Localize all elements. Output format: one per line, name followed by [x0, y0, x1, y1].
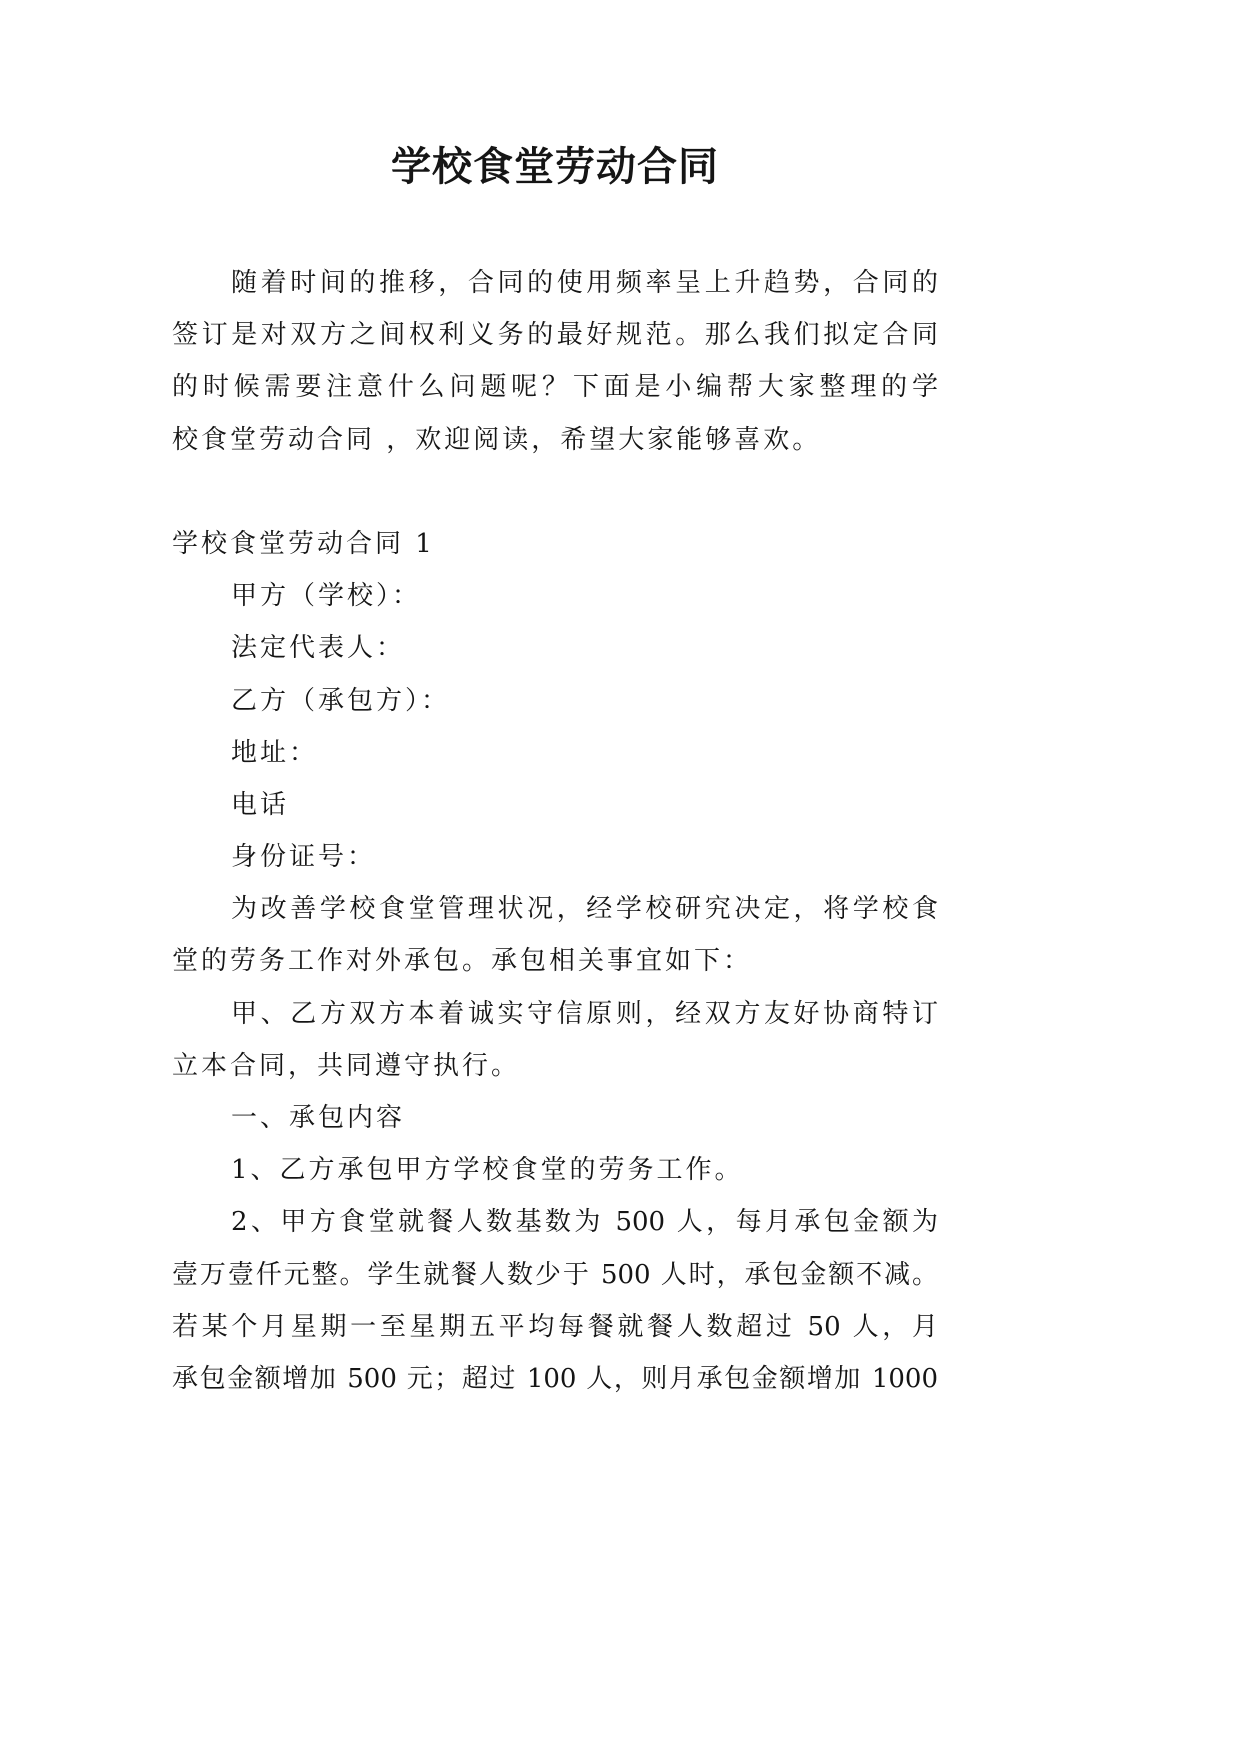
document-title: 学校食堂劳动合同	[391, 143, 719, 190]
preamble-line: 为改善学校食堂管理状况，经学校研究决定，将学校食	[231, 894, 938, 925]
party-a-field: 甲方（学校）：	[231, 581, 422, 612]
id-number-field: 身份证号：	[231, 842, 377, 873]
intro-line: 校食堂劳动合同 ，欢迎阅读，希望大家能够喜欢。	[172, 424, 822, 455]
party-b-field: 乙方（承包方）：	[231, 685, 451, 716]
clause-line: 1、乙方承包甲方学校食堂的劳务工作。	[231, 1155, 744, 1186]
section-heading: 一、承包内容	[231, 1103, 406, 1133]
legal-representative-field: 法定代表人：	[231, 633, 406, 664]
clause-line: 若某个月星期一至星期五平均每餐就餐人数超过 50 人，月	[172, 1311, 938, 1342]
address-field: 地址：	[231, 737, 319, 768]
clause-line: 2、甲方食堂就餐人数基数为 500 人，每月承包金额为	[231, 1207, 938, 1238]
contract-heading: 学校食堂劳动合同 1	[172, 528, 435, 559]
intro-line: 随着时间的推移，合同的使用频率呈上升趋势，合同的	[231, 268, 938, 298]
intro-line: 签订是对双方之间权利义务的最好规范。那么我们拟定合同	[172, 320, 938, 351]
preamble-line: 堂的劳务工作对外承包。承包相关事宜如下：	[172, 946, 753, 977]
intro-line: 的时候需要注意什么问题呢？下面是小编帮大家整理的学	[172, 372, 938, 403]
phone-field: 电话	[231, 789, 290, 820]
preamble-line: 甲、乙方双方本着诚实守信原则，经双方友好协商特订	[231, 998, 938, 1029]
preamble-line: 立本合同，共同遵守执行。	[172, 1050, 521, 1081]
clause-line: 承包金额增加 500 元；超过 100 人，则月承包金额增加 1000	[172, 1363, 938, 1394]
document-body	[172, 257, 938, 1405]
blank-line	[172, 466, 938, 518]
clause-line: 壹万壹仟元整。学生就餐人数少于 500 人时，承包金额不减。	[172, 1259, 938, 1290]
